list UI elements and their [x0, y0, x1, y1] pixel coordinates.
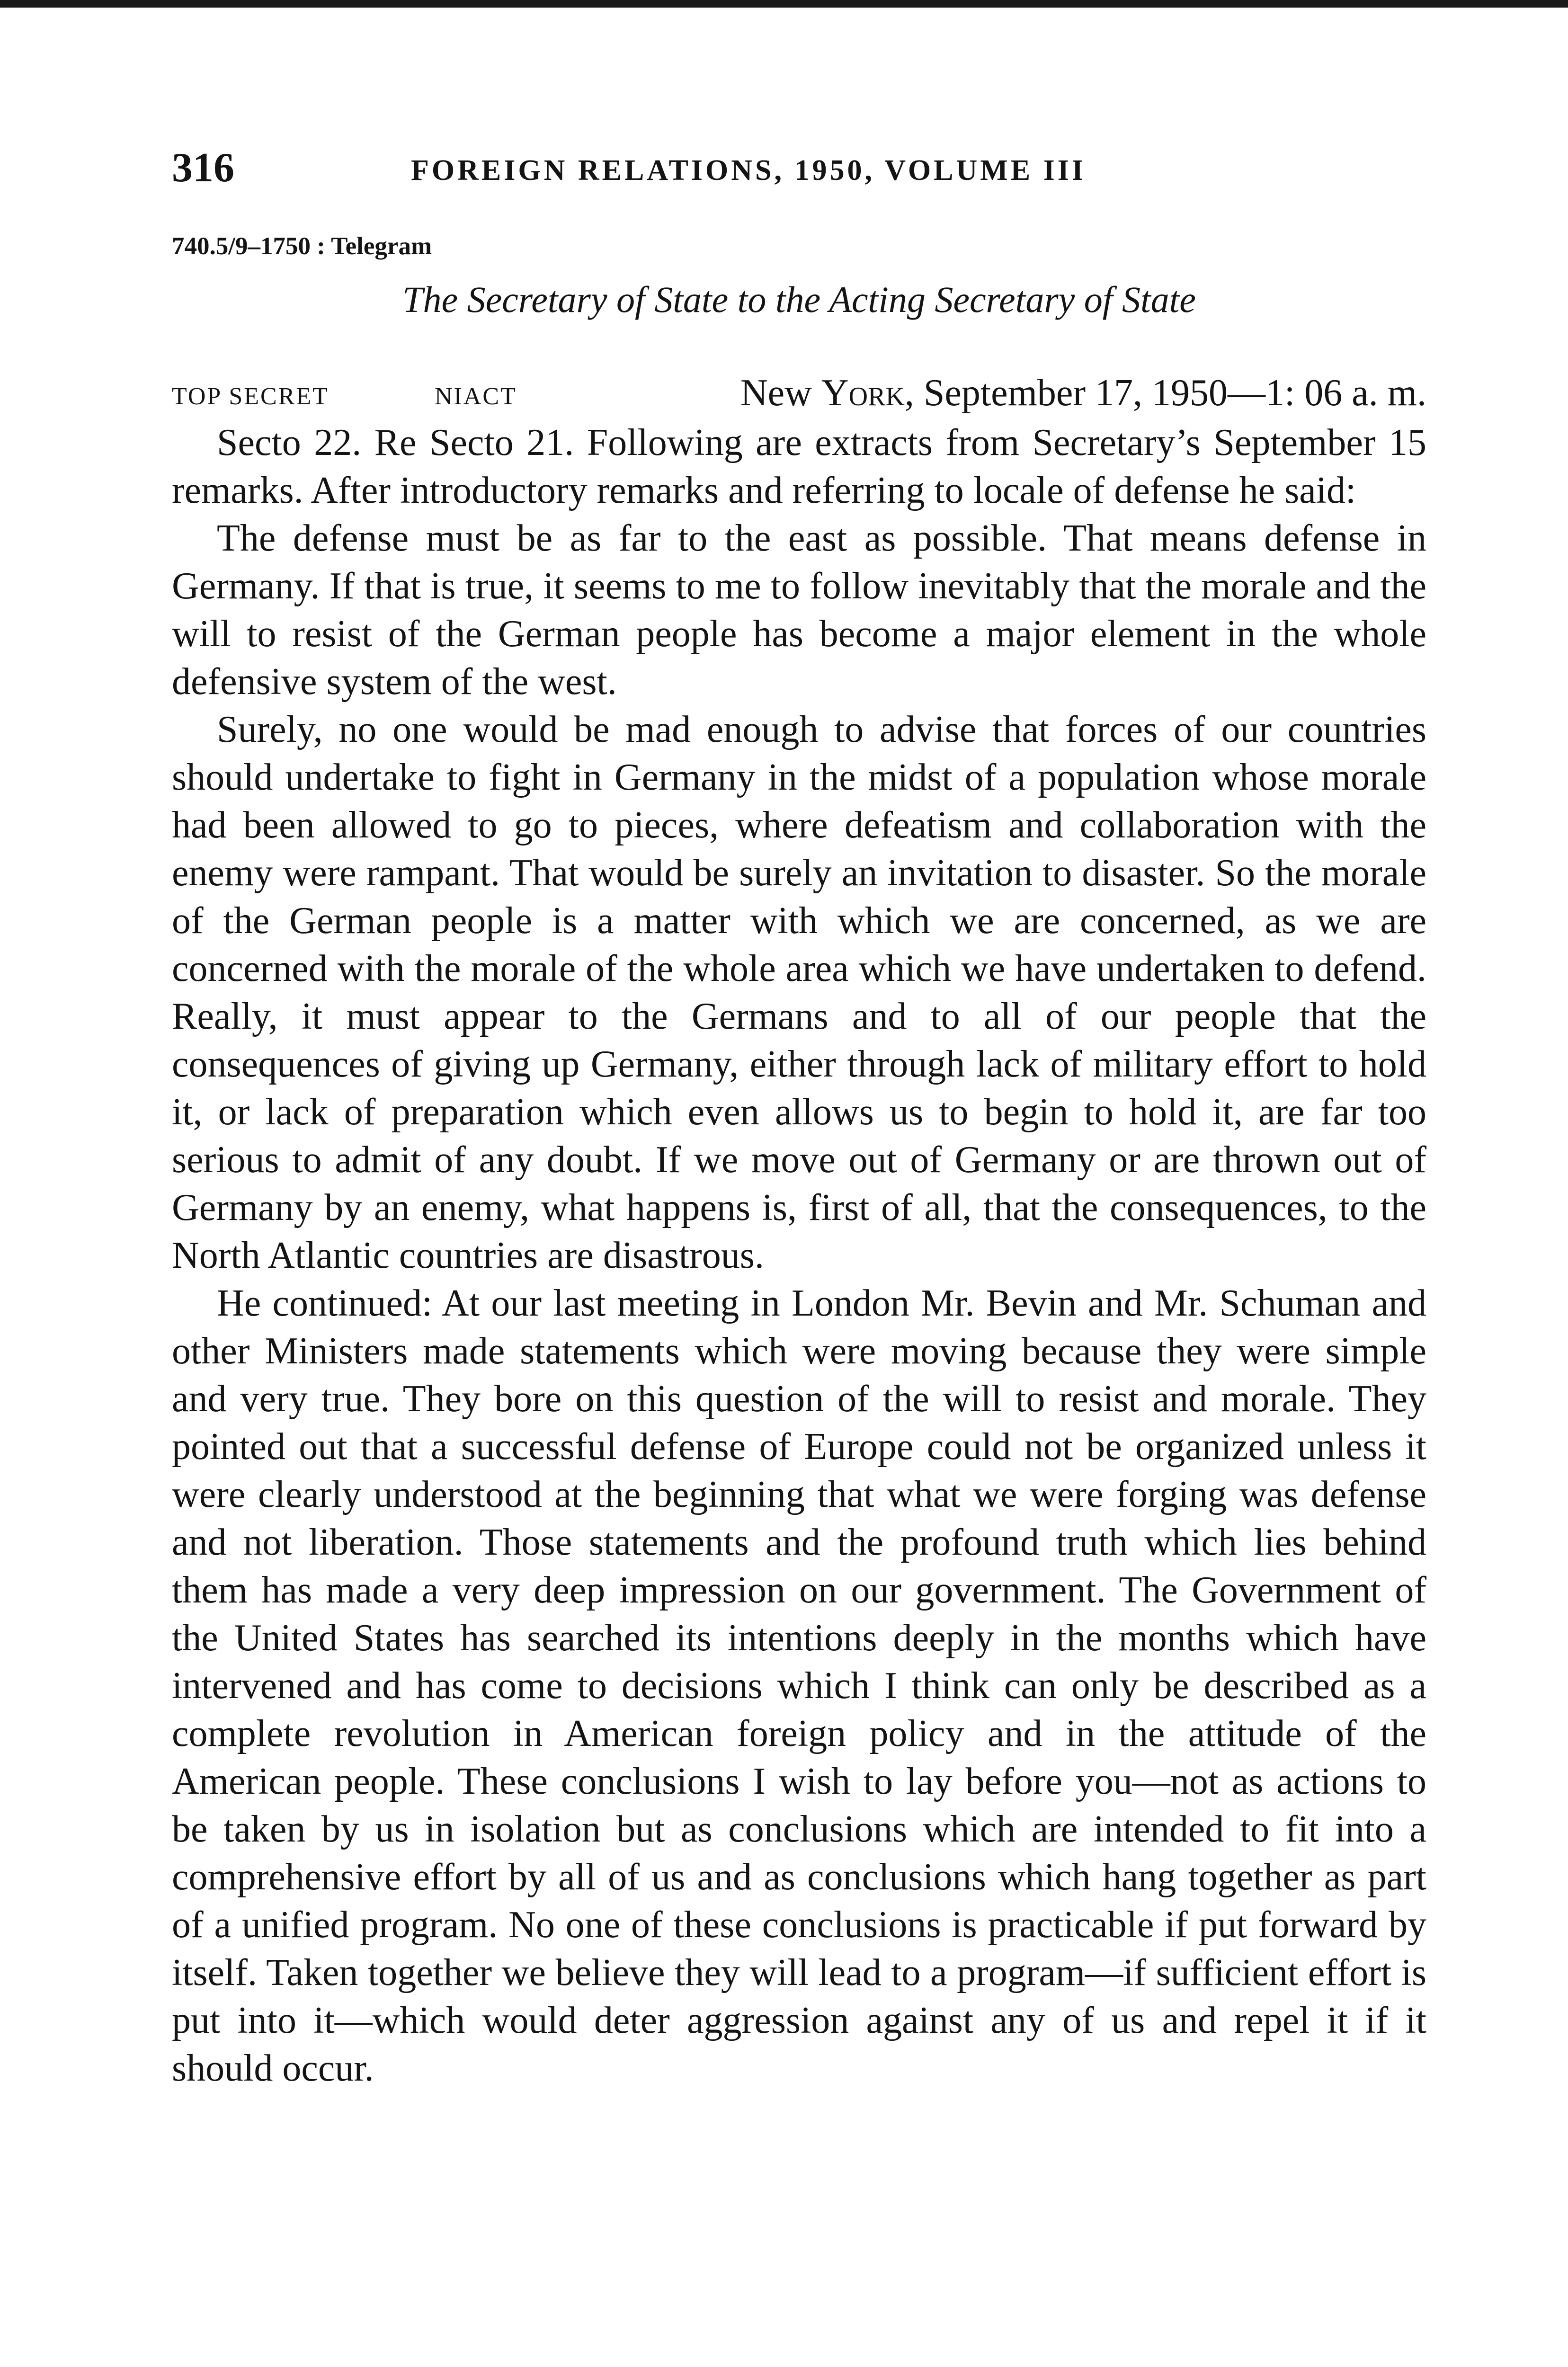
document-title: The Secretary of State to the Acting Secretary of State	[402, 279, 1196, 320]
classification-label: TOP SECRET	[172, 383, 329, 410]
running-title: FOREIGN RELATIONS, 1950, VOLUME III	[411, 154, 1086, 187]
place-and-date: New York, September 17, 1950—1: 06 a. m.	[740, 372, 1426, 414]
dateline	[172, 369, 1426, 417]
paragraph-german-morale: Surely, no one would be mad enough to advise that forces of our countries should undertake to fight in Germany in the midst of a population whose morale had been allowed to go to pieces, where defeatism and collaboration with the enemy were rampant. That would be surely an invitation to disaster. So the morale of the German people is a matter with which we are concerned, as we are concerned with the morale of the whole area which we have undertaken to defend. Really, it must appear to the Germans and to all of our people that the consequences of giving up Germany, either through lack of military effort to hold it, or lack of preparation which even allows us to begin to hold it, are far too serious to admit of any doubt. If we move out of Germany or are thrown out of Germany by an enemy, what happens is, first of all, that the consequences, to the North Atlantic countries are disastrous.	[172, 709, 1426, 1276]
page-top-edge	[0, 0, 1568, 8]
paragraph-london-meeting: He continued: At our last meeting in London Mr. Bevin and Mr. Schuman and other Ministers made statements which were moving because they were simple and very true. They bore on this question of the will to resist and morale. They pointed out that a successful defense of Europe could not be organized unless it were clearly understood at the beginning that what we were forging was defense and not liberation. Those statements and the profound truth which lies behind them has made a very deep impression on our government. The Government of the United States has searched its intentions deeply in the months which have intervened and has come to decisions which I think can only be described as a complete revolution in American foreign policy and in the attitude of the American people. These conclusions I wish to lay before you—not as actions to be taken by us in isolation but as conclusions which are intended to fit into a comprehensive effort by all of us and as conclusions which hang together as part of a unified program. No one of these conclusions is practicable if put forward by itself. Taken together we believe they will lead to a program—if sufficient effort is put into it—which would deter aggression against any of us and repel it if it should occur.	[172, 1282, 1426, 2089]
page-number: 316	[172, 145, 234, 191]
document-file-number: 740.5/9–1750 : Telegram	[172, 232, 432, 260]
paragraph-intro: Secto 22. Re Secto 21. Following are extracts from Secretary’s September 15 remarks. After introductory remarks and referring to locale of defense he said:	[172, 422, 1426, 511]
running-header	[172, 142, 1426, 194]
telegram-body	[172, 419, 1426, 2092]
precedence-label: NIACT	[435, 383, 517, 410]
paragraph-defense-east: The defense must be as far to the east as possible. That means defense in Germany. If that is true, it seems to me to follow inevitably that the morale and the will to resist of the German people has become a major element in the whole defensive system of the west.	[172, 517, 1426, 703]
